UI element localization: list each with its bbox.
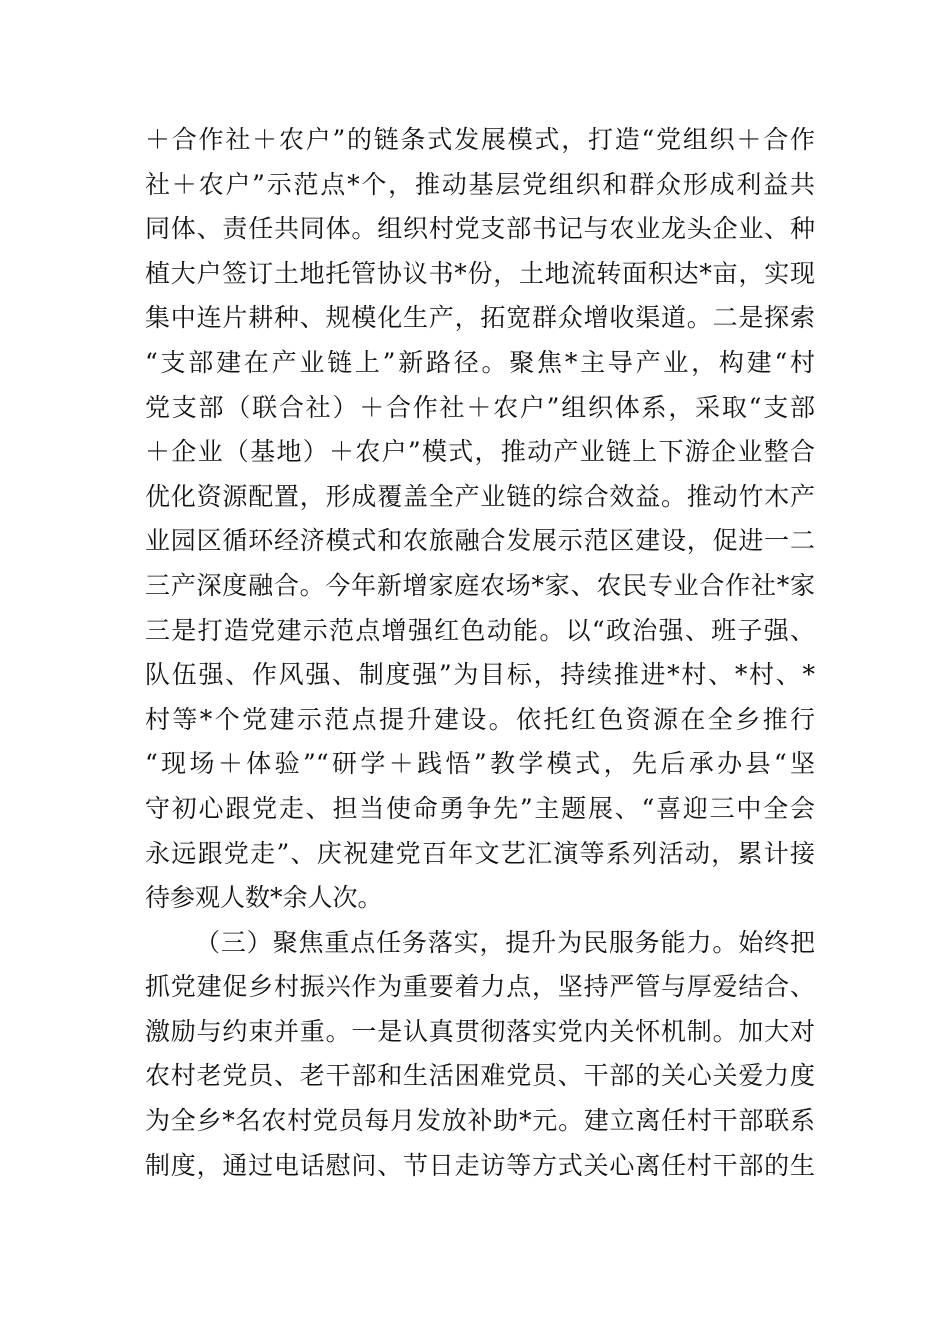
text-line: 优化资源配置，形成覆盖全产业链的综合效益。推动竹木产 [145, 481, 815, 511]
text-line: 同体、责任共同体。组织村党支部书记与农业龙头企业、种 [145, 214, 815, 244]
body-text [145, 118, 815, 1188]
section-heading-line: （三）聚焦重点任务落实，提升为民服务能力。始终把 [195, 927, 815, 957]
text-line: ＋合作社＋农户”的链条式发展模式，打造“党组织＋合作 [145, 125, 815, 154]
text-line: 业园区循环经济模式和农旅融合发展示范区建设，促进一二 [145, 526, 815, 556]
text-line: 农村老党员、老干部和生活困难党员、干部的关心关爱力度 [145, 1061, 815, 1091]
text-line: “支部建在产业链上”新路径。聚焦*主导产业，构建“村 [145, 347, 815, 377]
text-line: 抓党建促乡村振兴作为重要着力点，坚持严管与厚爱结合、 [145, 972, 815, 1002]
text-line: 社＋农户”示范点*个，推动基层党组织和群众形成利益共 [145, 169, 815, 199]
text-line: 制度，通过电话慰问、节日走访等方式关心离任村干部的生 [145, 1150, 815, 1180]
text-line: 永远跟党走”、庆祝建党百年文艺汇演等系列活动，累计接 [145, 838, 815, 868]
text-line: 三是打造党建示范点增强红色动能。以“政治强、班子强、 [145, 615, 815, 645]
text-line: 队伍强、作风强、制度强”为目标，持续推进*村、*村、* [145, 660, 815, 690]
text-line: 村等*个党建示范点提升建设。依托红色资源在全乡推行 [145, 704, 815, 734]
text-line: 激励与约束并重。一是认真贯彻落实党内关怀机制。加大对 [145, 1016, 815, 1046]
text-line: 为全乡*名农村党员每月发放补助*元。建立离任村干部联系 [145, 1106, 815, 1136]
text-line: 党支部（联合社）＋合作社＋农户”组织体系，采取“支部 [145, 392, 815, 422]
text-line: 守初心跟党走、担当使命勇争先”主题展、“喜迎三中全会 [145, 793, 815, 823]
text-line: 集中连片耕种、规模化生产，拓宽群众增收渠道。二是探索 [145, 303, 815, 333]
text-line: 植大户签订土地托管协议书*份，土地流转面积达*亩，实现 [145, 258, 815, 288]
text-line: ＋企业（基地）＋农户”模式，推动产业链上下游企业整合 [145, 437, 815, 467]
text-line: 待参观人数*余人次。 [145, 883, 383, 913]
text-line: “现场＋体验”“研学＋践悟”教学模式，先后承办县“坚 [145, 749, 815, 779]
text-line: 三产深度融合。今年新增家庭农场*家、农民专业合作社*家 [145, 570, 815, 600]
